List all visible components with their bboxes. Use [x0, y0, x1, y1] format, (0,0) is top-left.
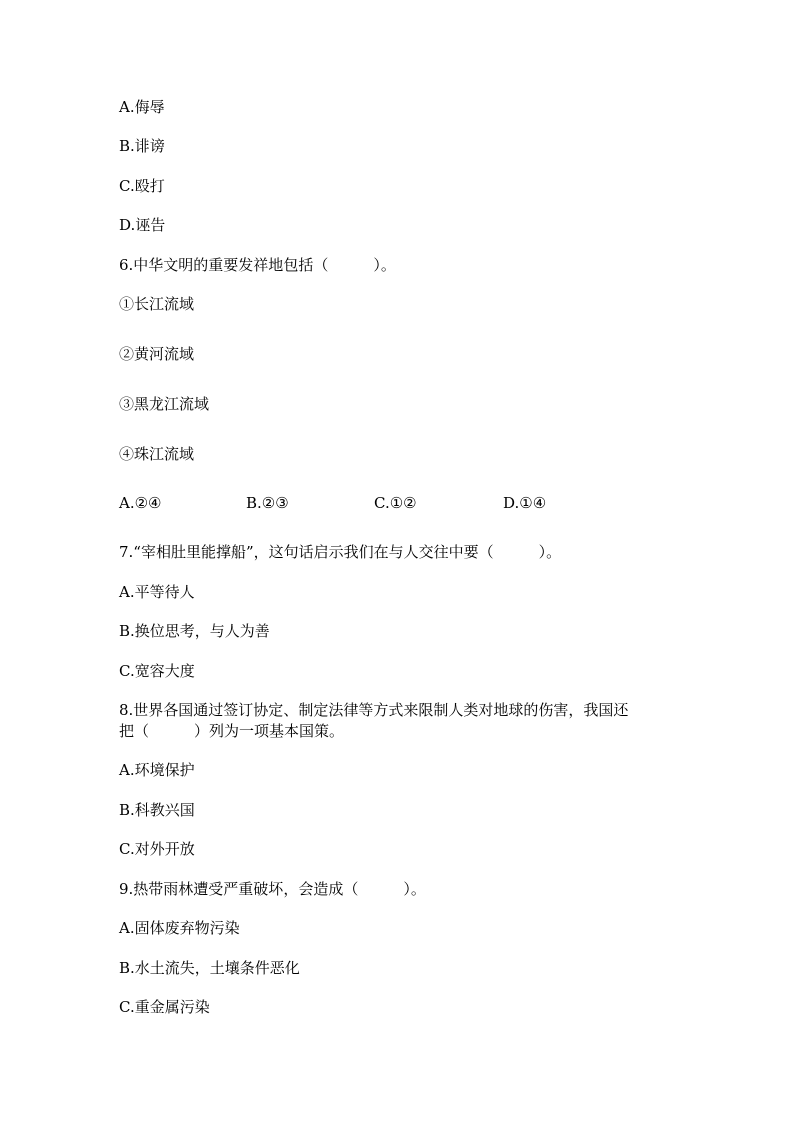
q7-option-c: C.宽容大度 — [119, 662, 195, 680]
q8-option-a: A.环境保护 — [119, 761, 195, 779]
q6-item-4: ④珠江流域 — [119, 445, 195, 463]
q5-option-d: D.诬告 — [119, 216, 166, 234]
q6-option-c: C.①② — [374, 494, 417, 512]
q5-option-a: A.侮辱 — [119, 98, 165, 116]
q8-stem-line-1: 8.世界各国通过签订协定、制定法律等方式来限制人类对地球的伤害，我国还 — [119, 701, 629, 719]
q6-item-2: ②黄河流域 — [119, 345, 195, 363]
q9-option-a: A.固体废弃物污染 — [119, 919, 240, 937]
q7-option-b: B.换位思考，与人为善 — [119, 622, 270, 640]
q5-option-b: B.诽谤 — [119, 137, 165, 155]
q8-option-c: C.对外开放 — [119, 840, 195, 858]
q8-option-b: B.科教兴国 — [119, 801, 195, 819]
q5-option-c: C.殴打 — [119, 177, 165, 195]
q6-option-d: D.①④ — [503, 494, 547, 512]
q7-stem: 7.“宰相肚里能撑船”，这句话启示我们在与人交往中要（ ）。 — [119, 543, 562, 561]
q6-item-3: ③黑龙江流域 — [119, 395, 210, 413]
q9-option-c: C.重金属污染 — [119, 998, 210, 1016]
q6-option-a: A.②④ — [119, 494, 162, 512]
q9-stem: 9.热带雨林遭受严重破坏，会造成（ ）。 — [119, 880, 426, 898]
q9-option-b: B.水土流失，土壤条件恶化 — [119, 959, 300, 977]
q6-stem: 6.中华文明的重要发祥地包括（ ）。 — [119, 256, 396, 274]
q6-option-b: B.②③ — [246, 494, 289, 512]
q7-option-a: A.平等待人 — [119, 583, 195, 601]
q8-stem-line-2: 把（ ）列为一项基本国策。 — [119, 722, 345, 740]
q6-item-1: ①长江流域 — [119, 295, 195, 313]
